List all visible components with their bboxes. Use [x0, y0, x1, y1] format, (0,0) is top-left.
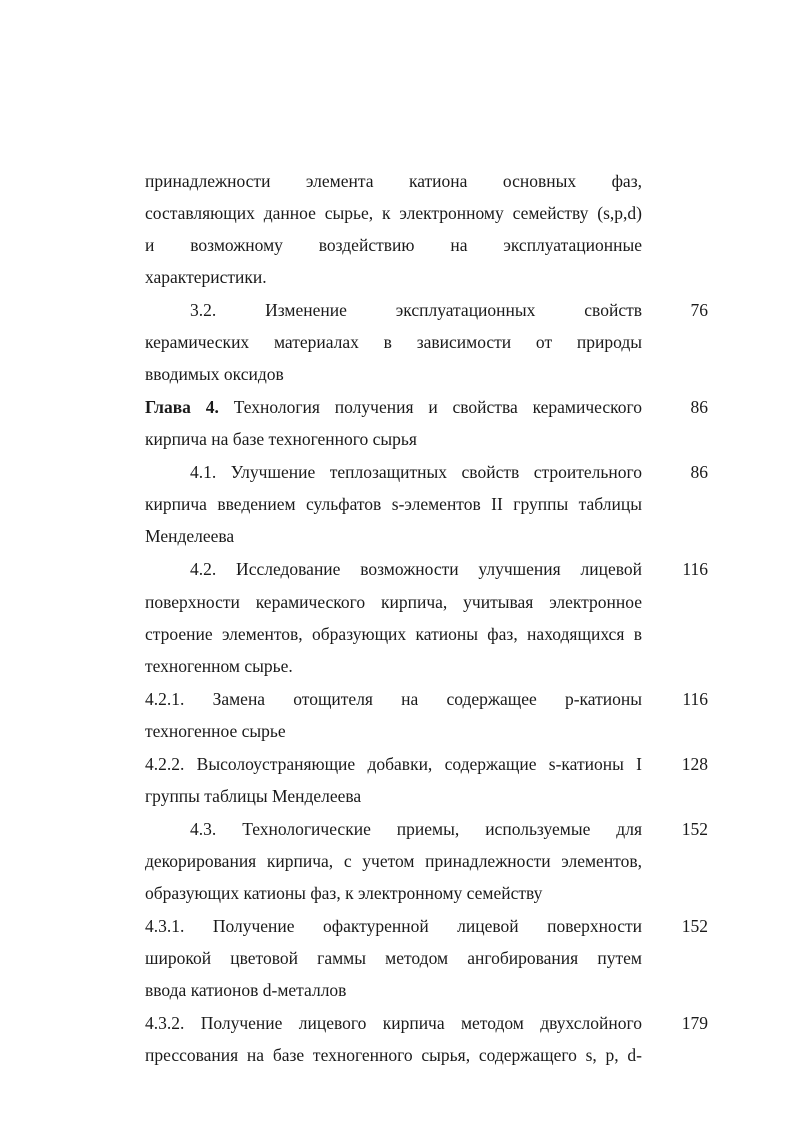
toc-line: керамических материалах в зависимости от природы	[145, 332, 642, 352]
page-number: 116	[682, 689, 708, 709]
toc-line: 4.2.1. Замена отощителя на содержащее р-катионы	[145, 689, 642, 709]
toc-line: Менделеева	[145, 526, 235, 546]
toc-line	[145, 396, 642, 418]
toc-line: 4.3.1. Получение офактуренной лицевой поверхности	[145, 916, 642, 936]
toc-line: 3.2. Изменение эксплуатационных свойств	[190, 300, 642, 320]
toc-line: принадлежности элемента катиона основных фаз,	[145, 171, 642, 191]
toc-line: техногенное сырье	[145, 721, 286, 741]
toc-line-text: Технология получения и свойства керамического	[233, 397, 642, 417]
toc-line: широкой цветовой гаммы методом ангобирования путем	[145, 948, 642, 968]
toc-line: 4.2. Исследование возможности улучшения лицевой	[190, 559, 642, 579]
toc-line: 4.1. Улучшение теплозащитных свойств строительного	[190, 462, 642, 482]
toc-line: образующих катионы фаз, к электронному семейству	[145, 883, 543, 903]
toc-line: техногенном сырье.	[145, 656, 293, 676]
toc-line: составляющих данное сырье, к электронному семейству (s,p,d)	[145, 203, 642, 223]
toc-line: ввода катионов d-металлов	[145, 980, 347, 1000]
toc-line: кирпича на базе техногенного сырья	[145, 429, 417, 449]
page-number: 86	[690, 397, 708, 417]
chapter-label: Глава 4.	[145, 397, 219, 417]
page-number: 86	[690, 462, 708, 482]
toc-line: вводимых оксидов	[145, 364, 284, 384]
page-number: 152	[681, 916, 708, 936]
toc-line: группы таблицы Менделеева	[145, 786, 362, 806]
toc-line: 4.2.2. Высолоустраняющие добавки, содержащие s-катионы I	[145, 754, 642, 774]
toc-line: 4.3. Технологические приемы, используемые для	[190, 819, 642, 839]
page-number: 179	[681, 1013, 708, 1033]
toc-line: строение элементов, образующих катионы фаз, находящихся в	[145, 624, 642, 644]
page-number: 76	[690, 300, 708, 320]
toc-line: характеристики.	[145, 267, 267, 287]
toc-line: поверхности керамического кирпича, учитывая электронное	[145, 592, 642, 612]
page-number: 152	[681, 819, 708, 839]
page-number: 128	[681, 754, 708, 774]
toc-line: прессования на базе техногенного сырья, содержащего s, p, d-	[145, 1045, 642, 1065]
page-number: 116	[682, 559, 708, 579]
toc-line: 4.3.2. Получение лицевого кирпича методом двухслойного	[145, 1013, 642, 1033]
toc-line: декорирования кирпича, с учетом принадлежности элементов,	[145, 851, 642, 871]
toc-line: кирпича введением сульфатов s-элементов II группы таблицы	[145, 494, 642, 514]
toc-line: и возможному воздействию на эксплуатационные	[145, 235, 642, 255]
